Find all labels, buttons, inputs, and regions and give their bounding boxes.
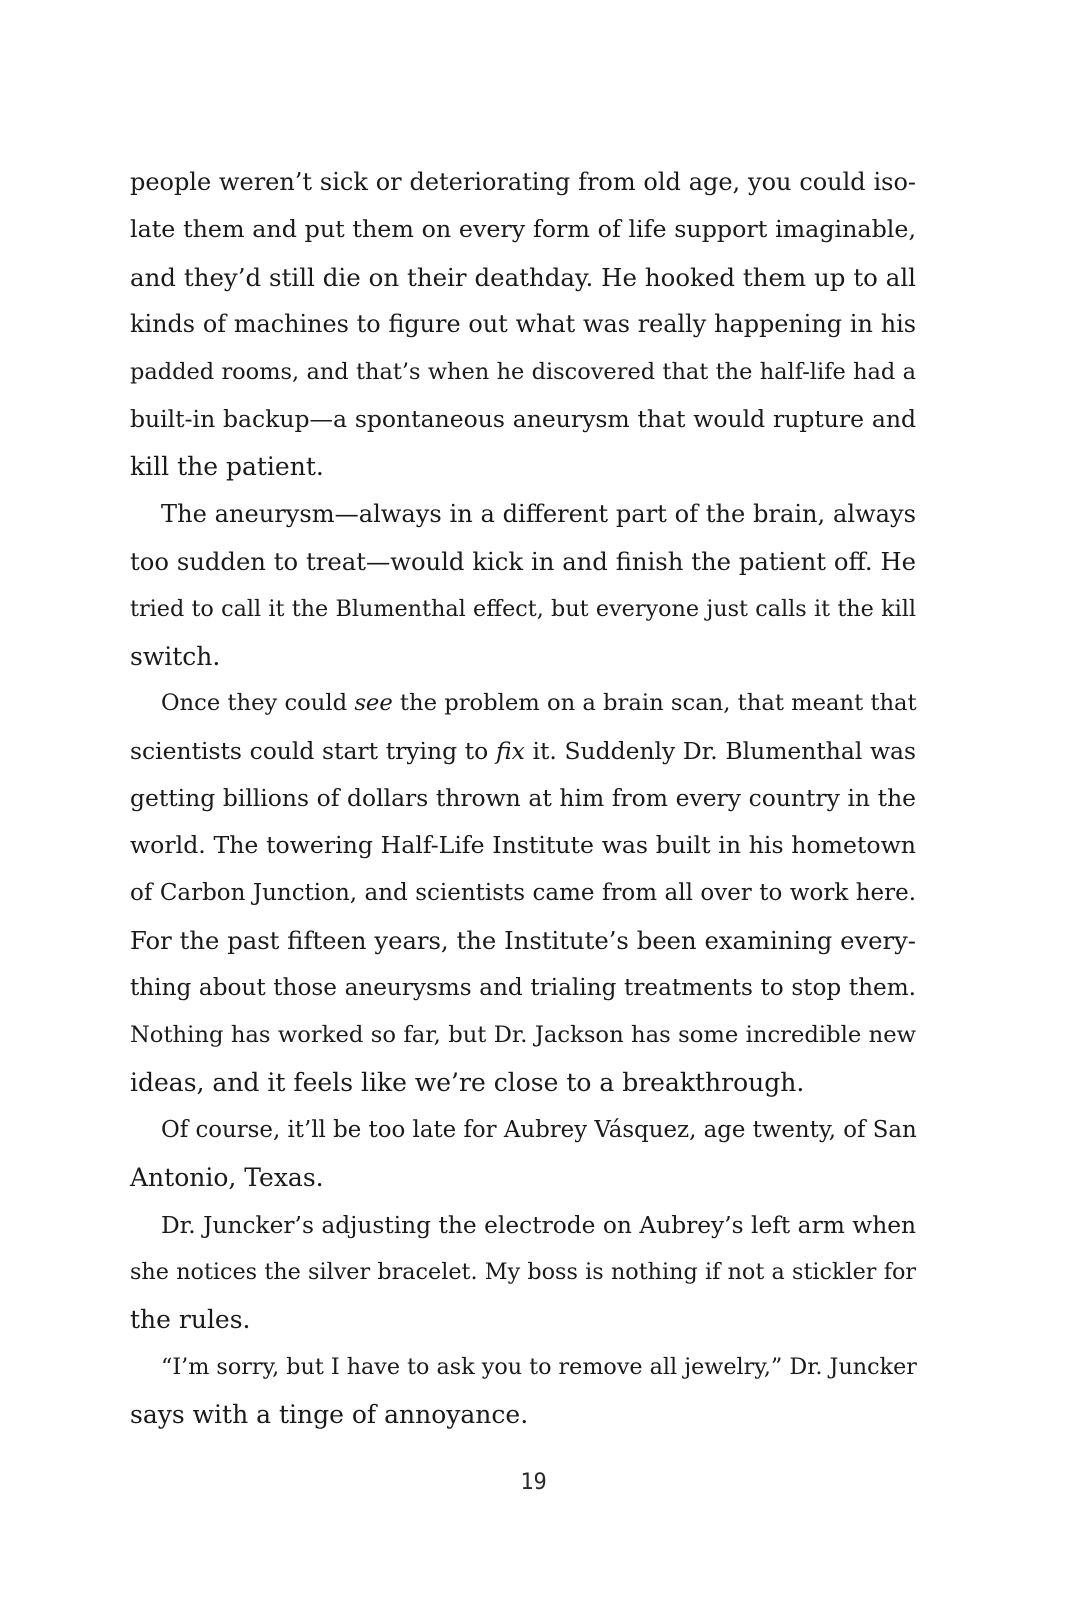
- text-line: “I’m sorry, but I have to ask you to remove all jewelry,” Dr. Juncker: [161, 1353, 917, 1380]
- text-line: of Carbon Junction, and scientists came from all over to work here.: [130, 879, 916, 906]
- text-line: says with a tinge of annoyance.: [130, 1400, 529, 1430]
- text-line: kinds of machines to figure out what was really happening in his: [130, 310, 916, 339]
- text-line: scientists could start trying to fix it. Suddenly Dr. Blumenthal was: [130, 736, 916, 765]
- text-line: she notices the silver bracelet. My boss is nothing if not a stickler for: [130, 1258, 916, 1285]
- text-line: padded rooms, and that’s when he discovered that the half-life had a: [130, 358, 916, 385]
- text-line: Once they could see the problem on a brain scan, that meant that: [161, 690, 917, 717]
- text-line: Antonio, Texas.: [130, 1163, 324, 1193]
- text-line: Dr. Juncker’s adjusting the electrode on Aubrey’s left arm when: [161, 1211, 916, 1239]
- text-line: For the past fifteen years, the Institute’s been examining every-: [130, 926, 916, 956]
- text-line: The aneurysm—always in a different part of the brain, always: [161, 499, 916, 528]
- text-line: too sudden to treat—would kick in and finish the patient off. He: [130, 547, 916, 577]
- text-line: the rules.: [130, 1305, 251, 1335]
- text-line: world. The towering Half-Life Institute was built in his hometown: [130, 831, 916, 860]
- text-line: ideas, and it feels like we’re close to a breakthrough.: [130, 1068, 805, 1098]
- text-line: getting billions of dollars thrown at him from every country in the: [130, 784, 916, 813]
- body-text: [130, 159, 916, 1439]
- text-line: Nothing has worked so far, but Dr. Jackson has some incredible new: [130, 1022, 916, 1049]
- text-line: thing about those aneurysms and trialing treatments to stop them.: [130, 974, 916, 1001]
- text-line: people weren’t sick or deteriorating from old age, you could iso-: [130, 168, 916, 196]
- text-line: late them and put them on every form of life support imaginable,: [130, 215, 916, 244]
- text-line: kill the patient.: [130, 452, 324, 482]
- page-number: 19: [520, 1470, 547, 1495]
- text-line: Of course, it’ll be too late for Aubrey Vásquez, age twenty, of San: [161, 1116, 917, 1143]
- text-line: and they’d still die on their deathday. He hooked them up to all: [130, 262, 916, 292]
- text-line: switch.: [130, 641, 221, 671]
- text-line: tried to call it the Blumenthal effect, but everyone just calls it the kill: [130, 595, 916, 622]
- text-line: built-in backup—a spontaneous aneurysm that would rupture and: [130, 404, 916, 433]
